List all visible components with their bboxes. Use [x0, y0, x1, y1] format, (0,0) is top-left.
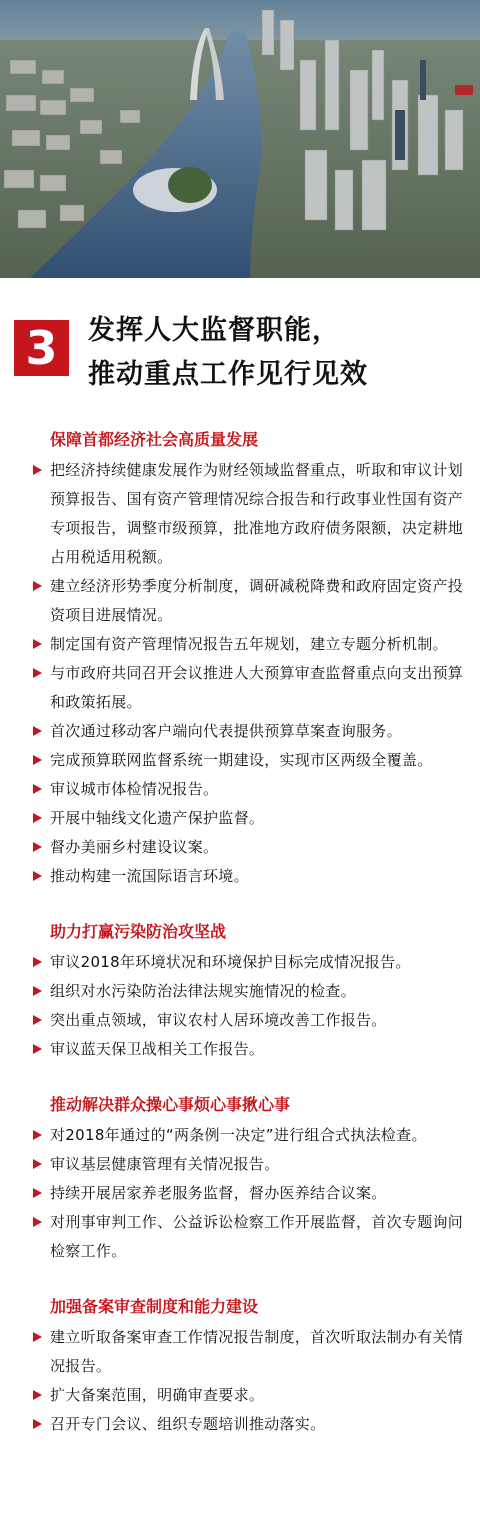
list-item	[0, 1179, 480, 1208]
list-item	[0, 1121, 480, 1150]
item-text: 开展中轴线文化遗产保护监督。	[50, 809, 265, 827]
heading-line-2: 推动重点工作见行见效	[88, 359, 368, 390]
item-text: 推动构建一流国际语言环境。	[50, 867, 249, 885]
heading-line-1: 发挥人大监督职能，	[88, 315, 340, 346]
item-text: 对2018年通过的“两条例一决定”进行组合式执法检查。	[50, 1126, 427, 1144]
triangle-bullet-icon	[33, 784, 42, 794]
item-text: 审议城市体检情况报告。	[50, 780, 219, 798]
section-heading	[0, 298, 480, 398]
list-item	[0, 456, 480, 572]
item-text: 扩大备案范围，明确审查要求。	[50, 1386, 265, 1404]
item-list	[0, 1121, 480, 1266]
list-item	[0, 1035, 480, 1064]
section-title: 加强备案审查制度和能力建设	[50, 1297, 259, 1316]
item-text: 完成预算联网监督系统一期建设，实现市区两级全覆盖。	[50, 751, 433, 769]
item-text: 突出重点领域，审议农村人居环境改善工作报告。	[50, 1011, 387, 1029]
item-text: 制定国有资产管理情况报告五年规划，建立专题分析机制。	[50, 635, 448, 653]
list-item	[0, 1150, 480, 1179]
item-text: 审议2018年环境状况和环境保护目标完成情况报告。	[50, 953, 411, 971]
list-item	[0, 977, 480, 1006]
triangle-bullet-icon	[33, 1419, 42, 1429]
triangle-bullet-icon	[33, 1159, 42, 1169]
item-text: 审议基层健康管理有关情况报告。	[50, 1155, 280, 1173]
triangle-bullet-icon	[33, 1188, 42, 1198]
item-text: 督办美丽乡村建设议案。	[50, 838, 219, 856]
section-public-concerns	[0, 1093, 480, 1266]
list-item	[0, 659, 480, 717]
triangle-bullet-icon	[33, 465, 42, 475]
item-text: 首次通过移动客户端向代表提供预算草案查询服务。	[50, 722, 402, 740]
section-number-badge: 3	[14, 320, 69, 376]
triangle-bullet-icon	[33, 986, 42, 996]
triangle-bullet-icon	[33, 668, 42, 678]
section-title: 保障首都经济社会高质量发展	[50, 430, 259, 449]
list-item	[0, 1410, 480, 1439]
content-body	[0, 428, 480, 1468]
list-item	[0, 572, 480, 630]
list-item	[0, 1208, 480, 1266]
triangle-bullet-icon	[33, 755, 42, 765]
list-item	[0, 862, 480, 891]
triangle-bullet-icon	[33, 1332, 42, 1342]
section-title: 助力打赢污染防治攻坚战	[50, 922, 227, 941]
triangle-bullet-icon	[33, 726, 42, 736]
triangle-bullet-icon	[33, 581, 42, 591]
item-text: 召开专门会议、组织专题培训推动落实。	[50, 1415, 326, 1433]
triangle-bullet-icon	[33, 842, 42, 852]
list-item	[0, 1323, 480, 1381]
triangle-bullet-icon	[33, 1130, 42, 1140]
item-list	[0, 948, 480, 1064]
list-item	[0, 1006, 480, 1035]
section-filing-review	[0, 1295, 480, 1439]
item-text: 建立经济形势季度分析制度，调研减税降费和政府固定资产投资项目进展情况。	[50, 577, 464, 624]
section-title: 推动解决群众操心事烦心事揪心事	[50, 1095, 291, 1114]
item-text: 审议蓝天保卫战相关工作报告。	[50, 1040, 265, 1058]
city-aerial-image	[0, 0, 480, 278]
item-list	[0, 456, 480, 891]
list-item	[0, 833, 480, 862]
list-item	[0, 775, 480, 804]
item-text: 与市政府共同召开会议推进人大预算审查监督重点向支出预算和政策拓展。	[50, 664, 464, 711]
triangle-bullet-icon	[33, 1044, 42, 1054]
triangle-bullet-icon	[33, 639, 42, 649]
triangle-bullet-icon	[33, 813, 42, 823]
section-pollution	[0, 920, 480, 1064]
triangle-bullet-icon	[33, 1217, 42, 1227]
list-item	[0, 1381, 480, 1410]
item-text: 把经济持续健康发展作为财经领域监督重点，听取和审议计划预算报告、国有资产管理情况综合报告和行政事业性国有资产专项报告，调整市级预算，批准地方政府债务限额，决定耕地占用税适用税额。	[50, 461, 464, 566]
triangle-bullet-icon	[33, 957, 42, 967]
list-item	[0, 717, 480, 746]
triangle-bullet-icon	[33, 871, 42, 881]
item-text: 对刑事审判工作、公益诉讼检察工作开展监督，首次专题询问检察工作。	[50, 1213, 464, 1260]
list-item	[0, 948, 480, 977]
triangle-bullet-icon	[33, 1390, 42, 1400]
item-text: 建立听取备案审查工作情况报告制度，首次听取法制办有关情况报告。	[50, 1328, 464, 1375]
list-item	[0, 630, 480, 659]
list-item	[0, 804, 480, 833]
item-list	[0, 1323, 480, 1439]
item-text: 持续开展居家养老服务监督，督办医养结合议案。	[50, 1184, 387, 1202]
item-text: 组织对水污染防治法律法规实施情况的检查。	[50, 982, 357, 1000]
list-item	[0, 746, 480, 775]
section-economy	[0, 428, 480, 891]
triangle-bullet-icon	[33, 1015, 42, 1025]
